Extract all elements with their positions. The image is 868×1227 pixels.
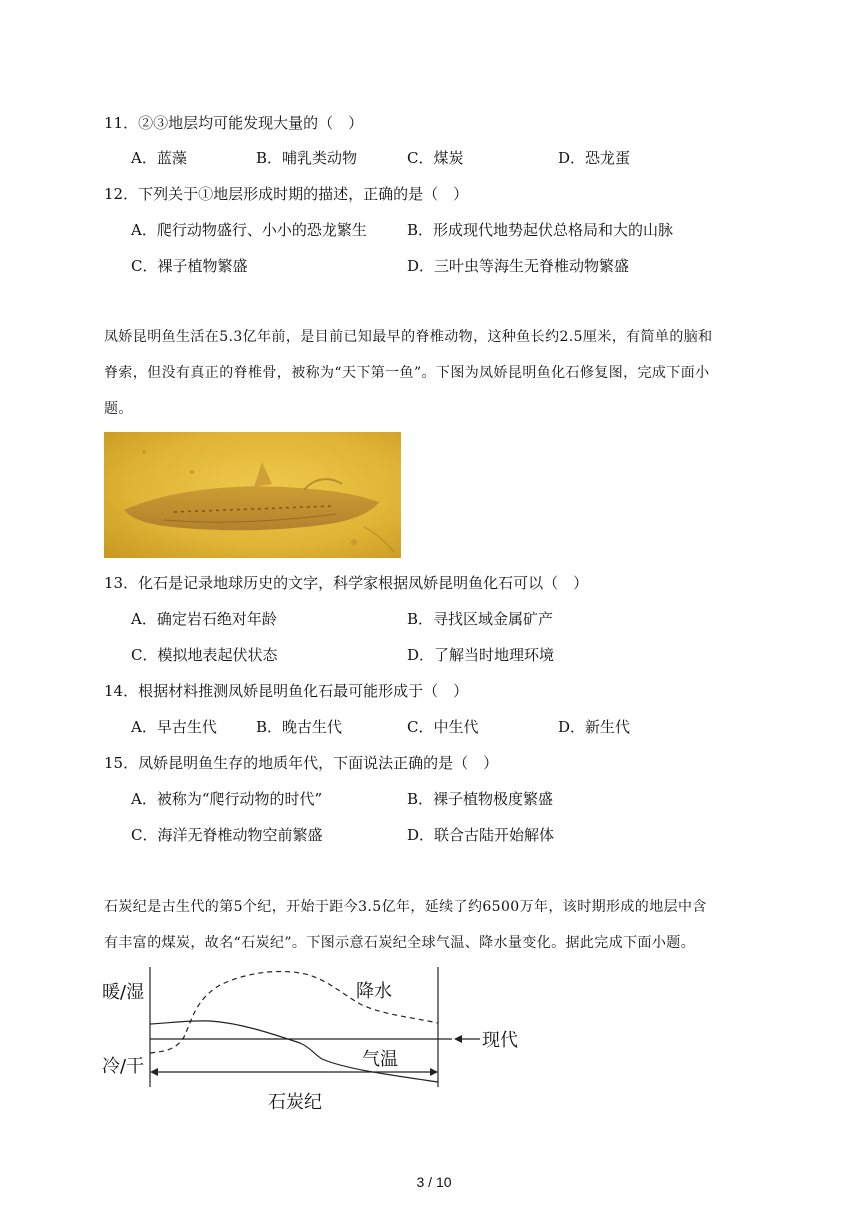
question-15-option-d: D．联合古陆开始解体 [407, 826, 555, 844]
period-span-left-arrow [150, 1068, 158, 1076]
fish-passage-line-3: 题。 [104, 401, 133, 417]
question-13-option-a: A．确定岩石绝对年龄 [131, 610, 277, 628]
carboniferous-climate-diagram [100, 965, 530, 1115]
fish-passage-line-1: 凤娇昆明鱼生活在5.3亿年前，是目前已知最早的脊椎动物，这种鱼长约2.5厘米，有简单的脑和 [104, 329, 713, 345]
carbon-passage-line-2: 有丰富的煤炭，故名“石炭纪”。下图示意石炭纪全球气温、降水量变化。据此完成下面小题。 [104, 935, 696, 951]
question-13-option-b: B．寻找区域金属矿产 [407, 610, 554, 628]
question-13-stem: 13．化石是记录地球历史的文字，科学家根据凤娇昆明鱼化石可以（ ） [104, 574, 589, 592]
question-11-option-d: D．恐龙蛋 [558, 149, 631, 167]
question-12-option-b: B．形成现代地势起伏总格局和大的山脉 [407, 221, 674, 239]
question-11-option-b: B．哺乳类动物 [256, 149, 358, 167]
question-11-option-a: A．蓝藻 [131, 149, 187, 167]
question-12-stem: 12．下列关于①地层形成时期的描述，正确的是（ ） [104, 185, 469, 203]
question-14-stem: 14．根据材料推测凤娇昆明鱼化石最可能形成于（ ） [104, 682, 469, 700]
page-number: 3 / 10 [416, 1174, 452, 1190]
question-14-option-c: C．中生代 [407, 718, 479, 736]
fish-passage-line-2: 脊索，但没有真正的脊椎骨，被称为“天下第一鱼”。下图为凤娇昆明鱼化石修复图，完成下面小 [104, 365, 710, 381]
question-14-option-a: A．早古生代 [131, 718, 217, 736]
precipitation-label: 降水 [356, 981, 392, 1002]
question-15-option-a: A．被称为“爬行动物的时代” [131, 790, 323, 808]
fossil-photo [104, 432, 401, 558]
question-14-option-b: B．晚古生代 [256, 718, 343, 736]
period-span-right-arrow [430, 1068, 438, 1076]
question-12-option-c: C．裸子植物繁盛 [131, 257, 248, 275]
temperature-label: 气温 [362, 1049, 398, 1070]
question-12-option-a: A．爬行动物盛行、小小的恐龙繁生 [131, 221, 367, 239]
cold-dry-label: 冷/干 [102, 1056, 145, 1077]
fossil-image [104, 432, 401, 558]
carbon-passage-line-1: 石炭纪是古生代的第5个纪，开始于距今3.5亿年，延续了约6500万年，该时期形成的地层中含 [104, 899, 707, 915]
question-12-option-d: D．三叶虫等海生无脊椎动物繁盛 [407, 257, 630, 275]
question-13-option-c: C．模拟地表起伏状态 [131, 646, 278, 664]
modern-arrow-head [454, 1035, 462, 1043]
question-15-option-b: B．裸子植物极度繁盛 [407, 790, 554, 808]
question-15-option-c: C．海洋无脊椎动物空前繁盛 [131, 826, 323, 844]
modern-label: 现代 [482, 1030, 518, 1051]
question-11-option-c: C．煤炭 [407, 149, 464, 167]
carboniferous-label: 石炭纪 [268, 1092, 322, 1113]
question-14-option-d: D．新生代 [558, 718, 631, 736]
question-11-stem: 11．②③地层均可能发现大量的（ ） [104, 114, 364, 132]
question-15-stem: 15．凤娇昆明鱼生存的地质年代，下面说法正确的是（ ） [104, 754, 499, 772]
warm-wet-label: 暖/湿 [102, 982, 145, 1003]
question-13-option-d: D．了解当时地理环境 [407, 646, 555, 664]
